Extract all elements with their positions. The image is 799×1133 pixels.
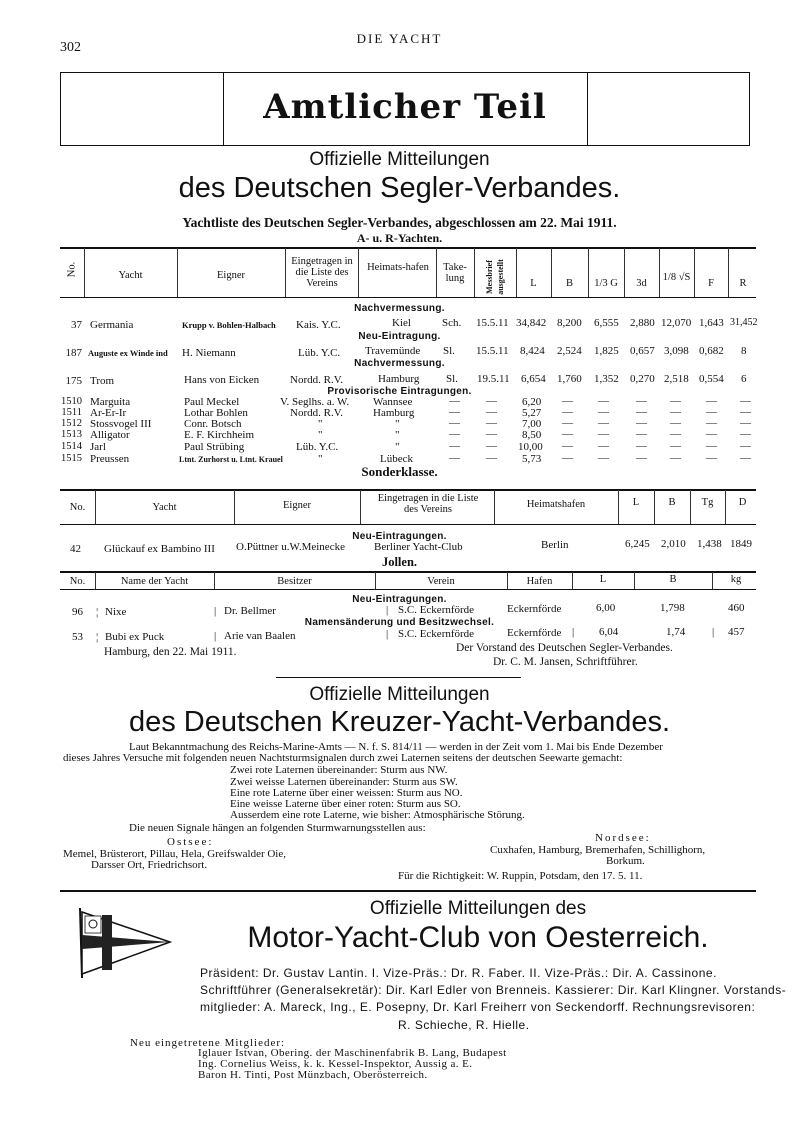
- section-nachvermessung-2: Nachvermessung.: [354, 358, 445, 369]
- col-no: No.: [66, 261, 78, 278]
- empty-cell-dash: —: [740, 395, 751, 407]
- empty-cell-dash: —: [740, 452, 751, 464]
- dkyv-heading2: des Deutschen Kreuzer-Yacht-Verbandes.: [128, 706, 671, 738]
- empty-cell-dash: —: [670, 395, 681, 407]
- member-item: Iglauer Istvan, Obering. der Maschinenfabrik B. Lang, Budapest: [198, 1047, 507, 1059]
- dkyv-heading1: Offizielle Mitteilungen: [309, 684, 490, 705]
- members-label: Neu eingetretene Mitglieder:: [130, 1037, 286, 1049]
- myc-board: Präsident: Dr. Gustav Lantin. I. Vize-Präs.: Dr. R. Faber. II. Vize-Präs.: Dir. A. Cassinone.: [200, 966, 717, 980]
- signal-line: Zwei rote Laternen übereinander: Sturm aus NW.: [230, 764, 448, 776]
- empty-cell-dash: —: [486, 417, 497, 429]
- empty-cell-dash: —: [670, 417, 681, 429]
- page-number: 302: [60, 40, 81, 55]
- nordsee-stations: Cuxhafen, Hamburg, Bremerhafen, Schillighorn,: [490, 844, 706, 856]
- yachtliste-title: Yachtliste des Deutschen Segler-Verbandes, abgeschlossen am 22. Mai 1911.: [182, 215, 617, 230]
- empty-cell-dash: —: [486, 452, 497, 464]
- empty-cell-dash: —: [740, 406, 751, 418]
- empty-cell-dash: —: [449, 406, 460, 418]
- empty-cell-dash: —: [449, 452, 460, 464]
- empty-cell-dash: —: [562, 417, 573, 429]
- empty-cell-dash: —: [706, 452, 717, 464]
- col-eigner: Eigner: [283, 500, 311, 511]
- col-d: D: [738, 497, 747, 508]
- col-hafen: Hafen: [526, 576, 553, 587]
- empty-cell-dash: —: [486, 395, 497, 407]
- col-b: B: [668, 497, 676, 508]
- empty-cell-dash: —: [598, 395, 609, 407]
- section-namensaenderung: Namensänderung und Besitzwechsel.: [304, 617, 495, 628]
- signal-line: Eine weisse Laterne über einer roten: Sturm aus SO.: [230, 798, 461, 810]
- myc-board: mitglieder: A. Mareck, Ing., E. Posepny, Dr. Karl Freiherr von Seckendorff. Rechnungsrevisoren:: [200, 1000, 756, 1014]
- col-no: No.: [69, 502, 86, 513]
- col-d: 3d: [636, 278, 647, 289]
- col-l: L: [599, 574, 607, 585]
- nordsee-label: Nordsee:: [595, 832, 651, 844]
- col-verein: Verein: [427, 576, 455, 587]
- member-item: Ing. Cornelius Weiss, k. k. Kessel-Inspektor, Aussig a. E.: [198, 1058, 473, 1070]
- col-b: B: [669, 574, 677, 585]
- section-divider: [276, 677, 521, 678]
- col-yacht: Yacht: [118, 270, 143, 281]
- col-heimatshafen: Heimats-hafen: [367, 262, 429, 273]
- col-eigner: Eigner: [217, 270, 245, 281]
- col-no: No.: [69, 576, 86, 587]
- empty-cell-dash: —: [562, 395, 573, 407]
- col-f: F: [708, 278, 714, 289]
- col-r: R: [739, 278, 747, 289]
- empty-cell-dash: —: [740, 428, 751, 440]
- empty-cell-dash: —: [449, 417, 460, 429]
- empty-cell-dash: —: [706, 428, 717, 440]
- ostsee-stations: Darsser Ort, Friedrichsort.: [91, 859, 208, 871]
- running-head: DIE YACHT: [356, 31, 443, 46]
- section-neueintragungen: Neu-Eintragungen.: [352, 531, 447, 542]
- empty-cell-dash: —: [486, 406, 497, 418]
- empty-cell-dash: —: [636, 417, 647, 429]
- myc-board: Schriftführer (Generalsekretär): Dir. Karl Edler von Brenneis. Kassierer: Dir. Karl Klingner. Vorstands-: [200, 983, 787, 997]
- col-l: L: [632, 497, 640, 508]
- dsv-sign-line1: Der Vorstand des Deutschen Segler-Verbandes.: [456, 642, 673, 654]
- empty-cell-dash: —: [636, 440, 647, 452]
- col-heimatshafen: Heimatshafen: [526, 499, 586, 510]
- empty-cell-dash: —: [670, 428, 681, 440]
- empty-cell-dash: —: [706, 417, 717, 429]
- col-kg: kg: [730, 574, 742, 585]
- section-divider: [60, 890, 756, 892]
- empty-cell-dash: —: [636, 406, 647, 418]
- signal-line: Eine rote Laterne über einer weissen: Sturm aus NO.: [230, 787, 463, 799]
- empty-cell-dash: —: [636, 395, 647, 407]
- col-messbrief: Messbrief ausgestellt: [485, 259, 505, 295]
- empty-cell-dash: —: [670, 440, 681, 452]
- col-yacht: Name der Yacht: [120, 576, 189, 587]
- empty-cell-dash: —: [562, 440, 573, 452]
- empty-cell-dash: —: [562, 452, 573, 464]
- ostsee-label: Ostsee:: [167, 836, 214, 848]
- empty-cell-dash: —: [706, 406, 717, 418]
- col-b: B: [565, 278, 573, 289]
- empty-cell-dash: —: [740, 440, 751, 452]
- section-neueintragung: Neu-Eintragung.: [358, 331, 441, 342]
- club-pennant-flag-icon: [76, 906, 172, 980]
- yachtliste-subtitle: A- u. R-Yachten.: [356, 231, 443, 245]
- empty-cell-dash: —: [598, 406, 609, 418]
- col-s: 1/8 √S: [662, 272, 691, 283]
- col-verein: Eingetragen in die Liste des Vereins: [291, 256, 353, 289]
- col-yacht: Yacht: [152, 502, 177, 513]
- empty-cell-dash: —: [706, 440, 717, 452]
- empty-cell-dash: —: [598, 440, 609, 452]
- nordsee-stations: Borkum.: [606, 855, 645, 867]
- section-neueintragungen-2: Neu-Eintragungen.: [352, 594, 447, 605]
- banner-title: Amtlicher Teil: [263, 87, 547, 127]
- ostsee-stations: Memel, Brüsterort, Pillau, Hela, Greifswalder Oie,: [63, 848, 286, 860]
- col-tg: Tg: [701, 497, 714, 508]
- empty-cell-dash: —: [670, 406, 681, 418]
- empty-cell-dash: —: [486, 428, 497, 440]
- empty-cell-dash: —: [562, 428, 573, 440]
- dsv-heading1: Offizielle Mitteilungen: [309, 149, 490, 170]
- section-provisorisch: Provisorische Eintragungen.: [327, 386, 472, 397]
- col-g: 1/3 G: [594, 278, 618, 289]
- dkyv-intro-1: Laut Bekanntmachung des Reichs-Marine-Amts — N. f. S. 814/11 — werden in der Zeit vom 1. Mai bis Ende Dezember: [129, 741, 663, 753]
- sonderklasse-title: Sonderklasse.: [361, 464, 438, 479]
- empty-cell-dash: —: [486, 440, 497, 452]
- empty-cell-dash: —: [598, 417, 609, 429]
- dsv-sign-place: Hamburg, den 22. Mai 1911.: [104, 646, 237, 658]
- empty-cell-dash: —: [670, 452, 681, 464]
- empty-cell-dash: —: [636, 428, 647, 440]
- empty-cell-dash: —: [636, 452, 647, 464]
- dsv-heading2: des Deutschen Segler-Verbandes.: [178, 172, 621, 204]
- banner-box: [60, 72, 750, 146]
- myc-heading1: Offizielle Mitteilungen des: [369, 898, 587, 919]
- col-takelung: Take-lung: [443, 262, 467, 284]
- empty-cell-dash: —: [598, 452, 609, 464]
- empty-cell-dash: —: [740, 417, 751, 429]
- jollen-title: Jollen.: [381, 555, 418, 569]
- dsv-sign-line2: Dr. C. M. Jansen, Schriftführer.: [493, 656, 638, 668]
- signal-line: Zwei weisse Laternen übereinander: Sturm aus SW.: [230, 776, 458, 788]
- empty-cell-dash: —: [706, 395, 717, 407]
- col-besitzer: Besitzer: [277, 576, 312, 587]
- empty-cell-dash: —: [562, 406, 573, 418]
- empty-cell-dash: —: [449, 428, 460, 440]
- empty-cell-dash: —: [598, 428, 609, 440]
- member-item: Baron H. Tinti, Post Münzbach, Oberösterreich.: [198, 1069, 428, 1081]
- signal-line: Ausserdem eine rote Laterne, wie bisher: Atmosphärische Störung.: [230, 809, 525, 821]
- stations-intro: Die neuen Signale hängen an folgenden Sturmwarnungsstellen aus:: [129, 822, 426, 834]
- myc-board: R. Schieche, R. Hielle.: [398, 1018, 530, 1032]
- empty-cell-dash: —: [449, 395, 460, 407]
- empty-cell-dash: —: [449, 440, 460, 452]
- dkyv-sign: Für die Richtigkeit: W. Ruppin, Potsdam, den 17. 5. 11.: [398, 870, 643, 882]
- col-verein: Eingetragen in die Liste des Vereins: [377, 493, 479, 515]
- myc-heading2: Motor-Yacht-Club von Oesterreich.: [247, 921, 709, 954]
- dkyv-intro-2: dieses Jahres Versuche mit folgenden neuen Nachtsturmsignalen durch zwei Laternen seitens der deutschen Seewarte gemacht:: [63, 752, 623, 764]
- section-nachvermessung: Nachvermessung.: [354, 303, 445, 314]
- col-l: L: [530, 278, 537, 289]
